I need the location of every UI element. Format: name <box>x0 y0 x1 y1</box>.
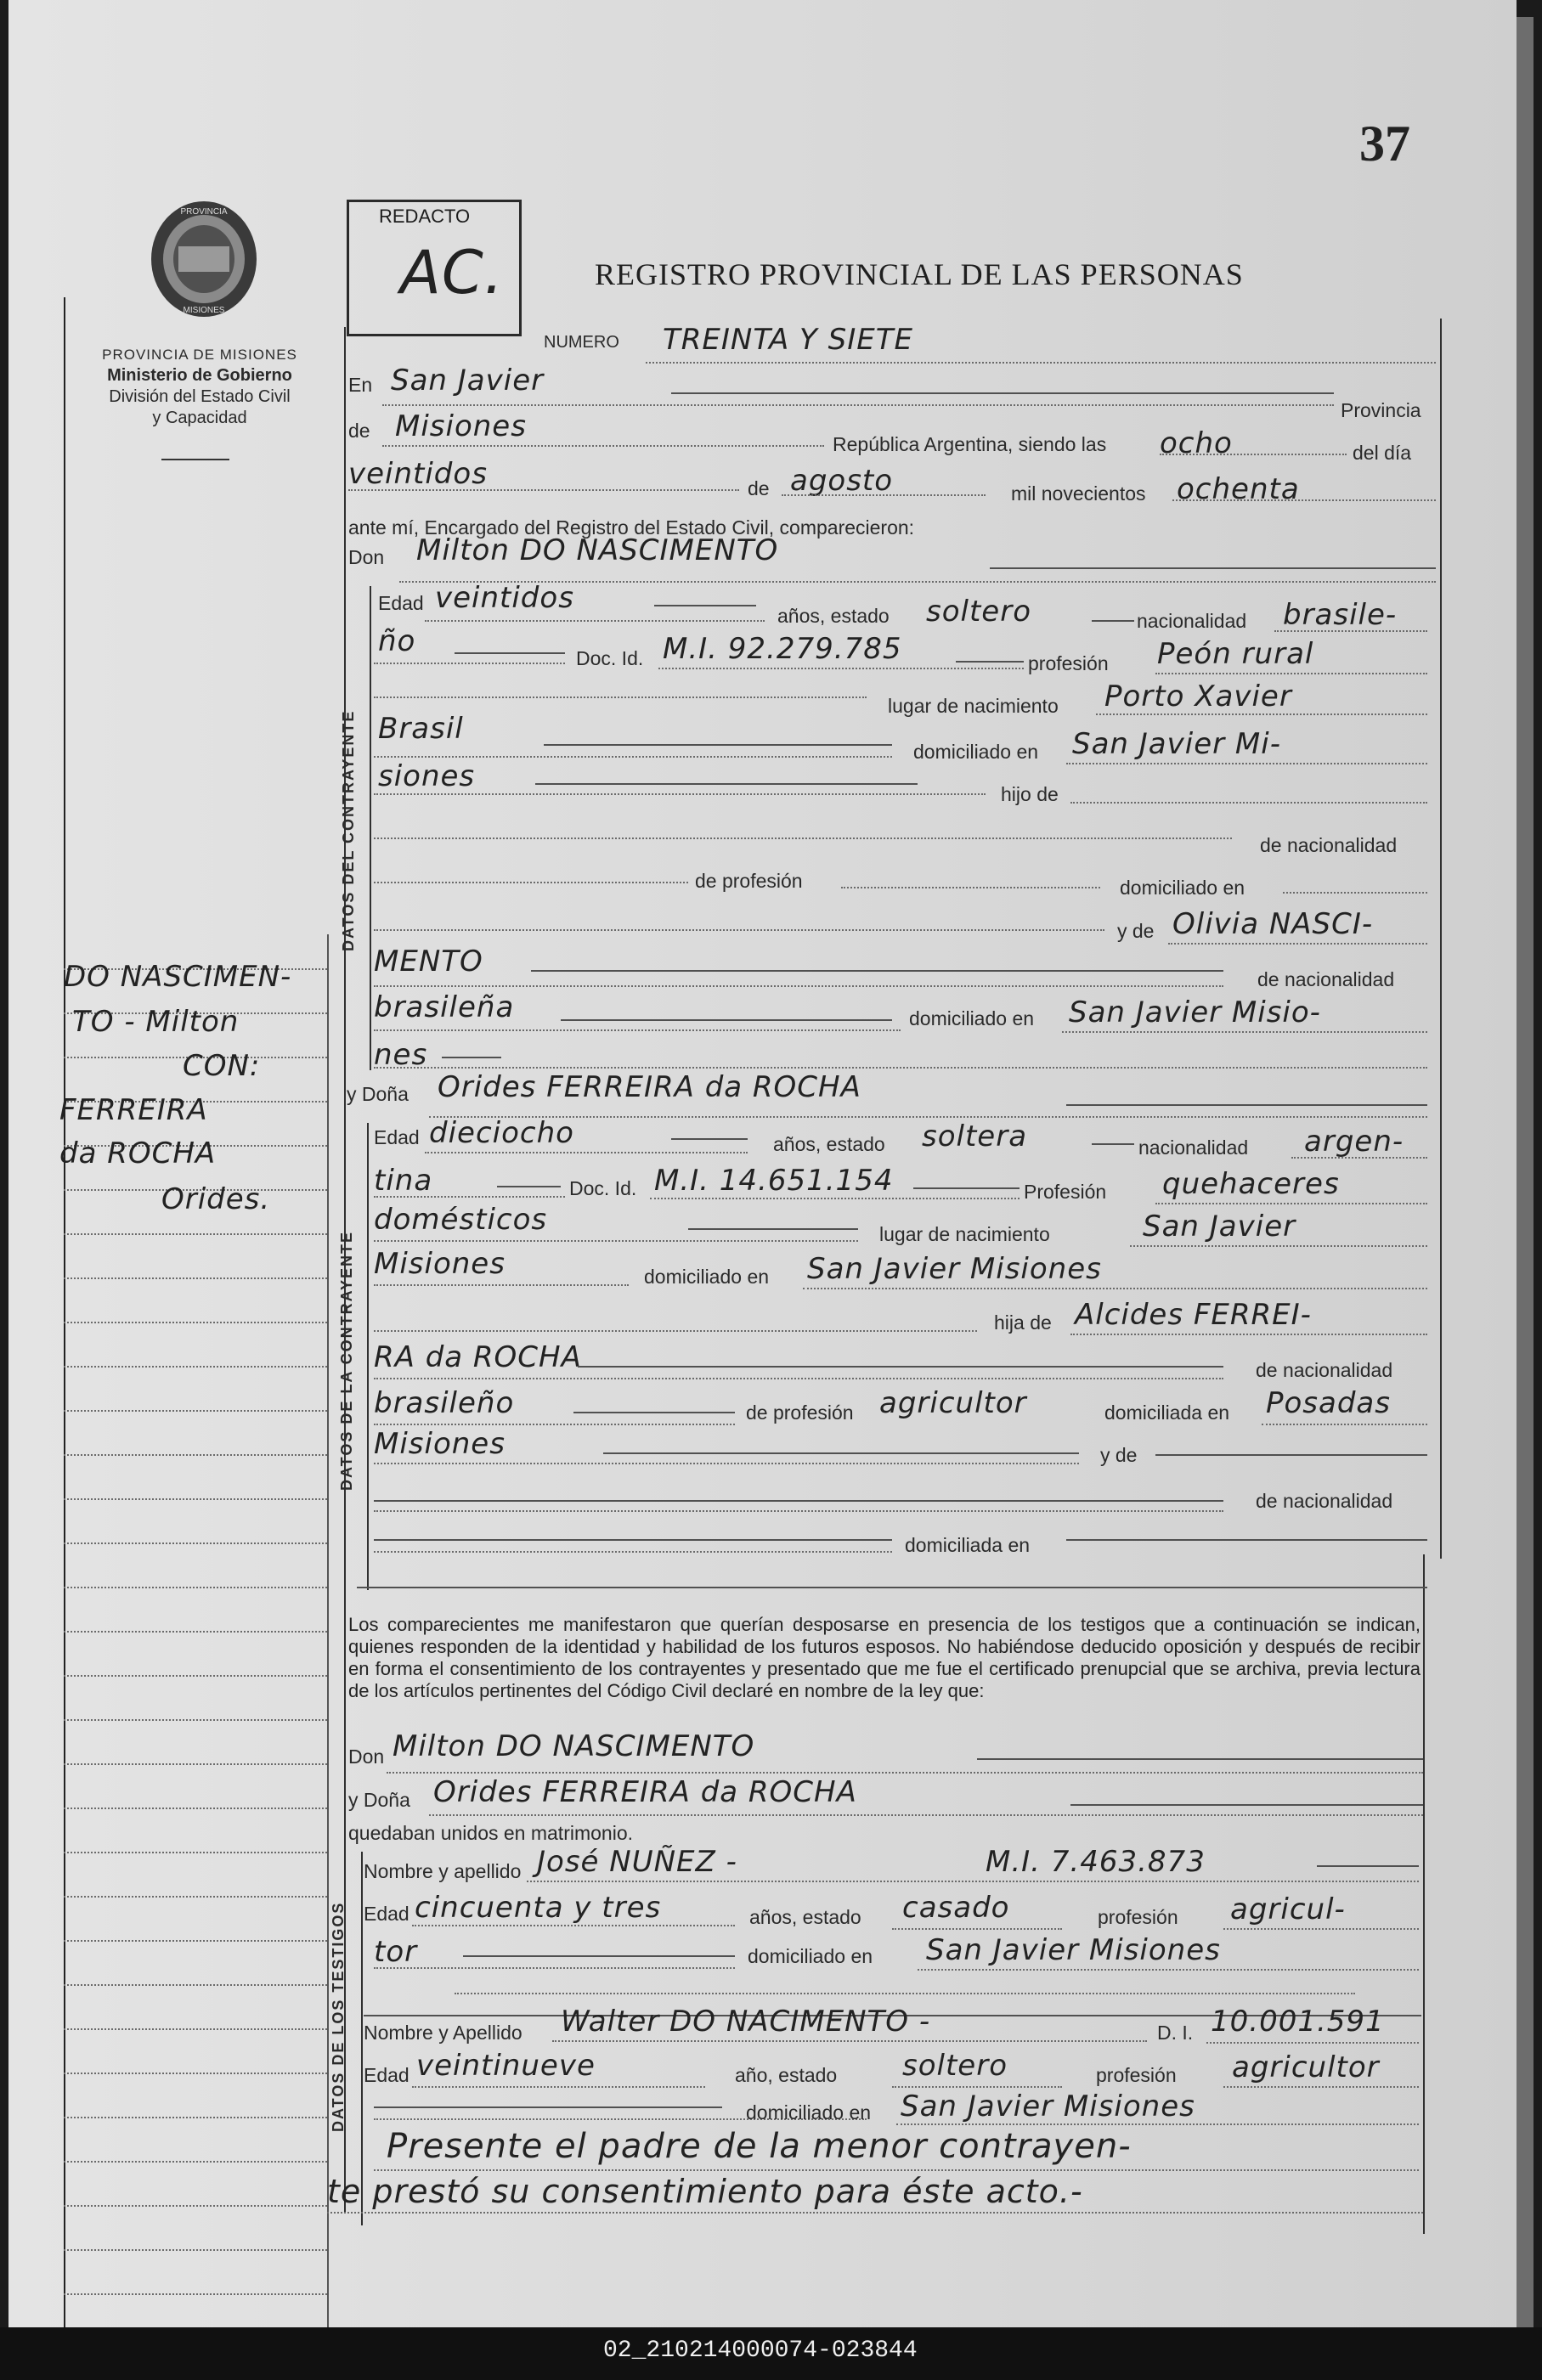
org-line-4: y Capacidad <box>152 409 247 427</box>
margin-rule <box>64 2028 327 2030</box>
section-label-contrayenta: DATOS DE LA CONTRAYENTE <box>338 1230 355 1491</box>
field-f-padre-1: Alcides FERREI- <box>1075 1298 1312 1332</box>
field-don: Milton DO NASCIMENTO <box>416 533 779 567</box>
field-dona: Orides FERREIRA da ROCHA <box>438 1070 861 1104</box>
label-en: En <box>348 374 373 396</box>
margin-rule <box>64 1763 327 1765</box>
label-edad: Edad <box>378 592 424 614</box>
field-f-padre-prof: agricultor <box>879 1386 1027 1420</box>
label-de-nacionalidad-3: de nacionalidad <box>1256 1359 1393 1381</box>
field-f-nac-1: argen- <box>1304 1125 1404 1159</box>
field-t1-edad: cincuenta y tres <box>415 1891 662 1925</box>
label-de-nacionalidad-2: de nacionalidad <box>1257 968 1395 990</box>
page-edge <box>1517 17 1534 2327</box>
margin-rule <box>64 1940 327 1942</box>
label-edad-2: Edad <box>374 1126 420 1148</box>
field-t2-estado: soltero <box>902 2049 1008 2083</box>
field-c-madre-dom-2: nes <box>374 1038 428 1072</box>
margin-note-line-4: FERREIRA <box>59 1093 208 1127</box>
label-doc-id-2: Doc. Id. <box>569 1177 637 1199</box>
field-numero: TREINTA Y SIETE <box>663 323 913 357</box>
field-t1-estado: casado <box>902 1891 1010 1925</box>
label-decl-dona: y Doña <box>348 1789 410 1811</box>
redacto-initials: AC. <box>400 238 505 307</box>
field-c-pais: Brasil <box>378 712 464 746</box>
label-profesion-2: Profesión <box>1024 1181 1107 1203</box>
field-t1-doc: M.I. 7.463.873 <box>986 1845 1206 1879</box>
label-lugar-nac-2: lugar de nacimiento <box>879 1223 1050 1245</box>
margin-rule <box>64 2293 327 2295</box>
label-t1-anos-estado: años, estado <box>749 1906 861 1928</box>
label-domiciliado-en: domiciliado en <box>913 741 1039 763</box>
label-doc-id: Doc. Id. <box>576 647 644 669</box>
field-t2-dom: San Javier Misiones <box>901 2090 1195 2123</box>
label-t2-edad: Edad <box>364 2064 410 2086</box>
field-decl-don: Milton DO NASCIMENTO <box>393 1729 755 1763</box>
field-f-padre-nac: brasileño <box>374 1386 515 1420</box>
field-f-prof-1: quehaceres <box>1162 1167 1340 1201</box>
label-de-mes: de <box>748 477 770 499</box>
label-anos-estado-2: años, estado <box>773 1133 885 1155</box>
field-c-nac-2: ño <box>378 624 416 658</box>
label-nacionalidad-2: nacionalidad <box>1138 1136 1249 1159</box>
field-f-padre-2: RA da ROCHA <box>374 1340 582 1374</box>
label-profesion: profesión <box>1028 652 1109 674</box>
field-c-madre-nac: brasileña <box>374 990 515 1024</box>
field-c-dom-2: siones <box>378 759 476 793</box>
field-f-padre-dom-1: Posadas <box>1266 1386 1391 1420</box>
label-y-de-2: y de <box>1100 1444 1138 1466</box>
label-de-nacionalidad-1: de nacionalidad <box>1260 834 1398 856</box>
label-del-dia: del día <box>1353 442 1412 464</box>
label-y-dona: y Doña <box>347 1083 409 1105</box>
section-label-testigos: DATOS DE LOS TESTIGOS <box>330 1901 347 2132</box>
label-domiciliado-en-4: domiciliado en <box>644 1266 770 1288</box>
label-domiciliada-en-2: domiciliada en <box>905 1534 1031 1556</box>
field-f-nac-2: tina <box>374 1164 433 1198</box>
field-t2-prof: agricultor <box>1232 2050 1380 2084</box>
margin-rule <box>64 2249 327 2251</box>
field-mes: agosto <box>790 464 894 498</box>
org-line-3: División del Estado Civil <box>109 387 291 406</box>
field-t1-prof-2: tor <box>374 1935 418 1969</box>
margin-rule <box>64 1896 327 1898</box>
label-de-profesion-1: de profesión <box>695 870 803 892</box>
legal-declaration: Los comparecientes me manifestaron que querían desposarse en presencia de los testigos que a continuación se indican, quienes responden de la identidad y habilidad de los futuros esposos. No habiéndose deducido oposición y después de recibir en forma el consentimiento de los contrayentes y presentado que me fue el certificado prenupcial que se archiva, previa lectura de los artículos pertinentes del Código Civil declaré en nombre de la ley que: <box>348 1614 1421 1701</box>
label-anos-estado: años, estado <box>777 605 890 627</box>
margin-rule <box>64 1808 327 1809</box>
field-t2-nombre: Walter DO NACIMENTO - <box>561 2005 931 2039</box>
label-t1-nombre: Nombre y apellido <box>364 1860 522 1882</box>
label-don: Don <box>348 546 385 568</box>
field-f-lugar-1: San Javier <box>1143 1210 1296 1244</box>
label-quedaban: quedaban unidos en matrimonio. <box>348 1822 634 1844</box>
margin-rule <box>64 1984 327 1986</box>
label-provincia: Provincia <box>1341 399 1421 421</box>
label-y-de: y de <box>1117 920 1155 942</box>
margin-rule <box>64 2073 327 2074</box>
label-domiciliado-en-3: domiciliado en <box>909 1007 1035 1029</box>
field-f-dom: San Javier Misiones <box>807 1252 1102 1286</box>
field-f-lugar-2: Misiones <box>374 1247 506 1281</box>
field-c-madre-2: MENTO <box>374 945 483 979</box>
margin-note-line-1: DO NASCIMEN- <box>64 960 292 994</box>
label-t2-profesion: profesión <box>1096 2064 1177 2086</box>
page-number: 37 <box>1359 116 1410 172</box>
field-anio: ochenta <box>1177 472 1300 506</box>
label-lugar-nac: lugar de nacimiento <box>888 695 1059 717</box>
note-line-2: te prestó su consentimiento para éste acto.- <box>327 2173 1083 2210</box>
margin-note-line-6: Orides. <box>161 1182 271 1216</box>
label-t1-profesion: profesión <box>1098 1906 1178 1928</box>
label-decl-don: Don <box>348 1746 385 1768</box>
field-c-edad: veintidos <box>435 581 574 615</box>
margin-rule <box>64 2161 327 2163</box>
label-de-nacionalidad-4: de nacionalidad <box>1256 1490 1393 1512</box>
margin-rule <box>64 2117 327 2118</box>
label-mil-novecientos: mil novecientos <box>1011 482 1146 505</box>
label-t2-domiciliado-en: domiciliado en <box>746 2101 872 2123</box>
field-c-nac-1: brasile- <box>1283 598 1398 632</box>
margin-rule <box>64 1675 327 1677</box>
field-t1-nombre: José NUÑEZ - <box>537 1845 737 1879</box>
margin-rule <box>64 1719 327 1721</box>
label-t1-edad: Edad <box>364 1903 410 1925</box>
field-f-edad: dieciocho <box>429 1116 574 1150</box>
label-hijo-de: hijo de <box>1001 783 1059 805</box>
field-en: San Javier <box>391 364 545 398</box>
org-line-2: Ministerio de Gobierno <box>107 366 292 385</box>
field-c-doc: M.I. 92.279.785 <box>663 632 902 666</box>
margin-rule <box>64 1587 327 1588</box>
section-label-contrayente: DATOS DEL CONTRAYENTE <box>340 709 357 951</box>
field-f-estado: soltera <box>922 1120 1028 1153</box>
margin-rule <box>64 1233 327 1235</box>
field-hora: ocho <box>1160 426 1233 460</box>
field-t2-edad: veintinueve <box>416 2049 596 2083</box>
label-t2-ano-estado: año, estado <box>735 2064 838 2086</box>
field-c-estado: soltero <box>926 595 1031 629</box>
margin-rule <box>64 2205 327 2207</box>
org-block <box>68 344 331 429</box>
label-domiciliada-en: domiciliada en <box>1104 1401 1230 1424</box>
field-f-prof-2: domésticos <box>374 1203 548 1237</box>
field-t1-dom: San Javier Misiones <box>926 1933 1221 1967</box>
redacto-box <box>347 200 522 336</box>
field-dia: veintidos <box>348 457 488 491</box>
field-c-madre-1: Olivia NASCI- <box>1172 907 1374 941</box>
field-c-dom-1: San Javier Mi- <box>1072 727 1281 761</box>
margin-rule <box>64 1852 327 1853</box>
label-numero: NUMERO <box>544 333 619 352</box>
margin-rule <box>64 1631 327 1633</box>
field-t1-prof-1: agricul- <box>1230 1892 1346 1926</box>
field-t2-doc: 10.001.591 <box>1211 2005 1385 2039</box>
field-decl-dona: Orides FERREIRA da ROCHA <box>433 1775 857 1809</box>
margin-rule <box>64 1542 327 1544</box>
field-c-lugar: Porto Xavier <box>1104 680 1292 713</box>
svg-text:MISIONES: MISIONES <box>183 306 225 315</box>
margin-rule <box>64 1322 327 1323</box>
field-c-prof: Peón rural <box>1157 637 1314 671</box>
label-de-profesion-2: de profesión <box>746 1401 854 1424</box>
field-c-madre-dom-1: San Javier Misio- <box>1069 995 1321 1029</box>
field-de: Misiones <box>395 409 527 443</box>
label-republica: República Argentina, siendo las <box>833 433 1107 455</box>
redacto-label: REDACTO <box>379 206 471 227</box>
label-t2-nombre: Nombre y Apellido <box>364 2022 522 2044</box>
margin-note-line-2: TO - Milton <box>72 1005 240 1039</box>
org-line-1: PROVINCIA DE MISIONES <box>102 347 297 363</box>
margin-rule <box>64 1277 327 1279</box>
note-line-1: Presente el padre de la menor contrayen- <box>387 2127 1132 2166</box>
document-title: REGISTRO PROVINCIAL DE LAS PERSONAS <box>595 257 1244 291</box>
label-t2-di: D. I. <box>1157 2022 1194 2044</box>
margin-note-line-3: CON: <box>183 1049 261 1083</box>
label-nacionalidad: nacionalidad <box>1137 610 1247 632</box>
label-hija-de: hija de <box>994 1311 1052 1334</box>
label-de: de <box>348 420 370 442</box>
margin-rule <box>64 1366 327 1368</box>
margin-rule <box>64 1410 327 1412</box>
label-ante-mi: ante mí, Encargado del Registro del Estado Civil, comparecieron: <box>348 516 915 539</box>
margin-note-line-5: da ROCHA <box>59 1136 217 1170</box>
field-f-padre-dom-2: Misiones <box>374 1427 506 1461</box>
label-domiciliado-en-2: domiciliado en <box>1120 877 1245 899</box>
field-f-doc: M.I. 14.651.154 <box>654 1164 894 1198</box>
svg-text:PROVINCIA: PROVINCIA <box>180 207 228 217</box>
province-seal-icon <box>144 195 263 323</box>
footer-id: 02_210214000074-023844 <box>603 2338 918 2364</box>
label-t1-domiciliado-en: domiciliado en <box>748 1945 873 1967</box>
margin-rule <box>64 1454 327 1456</box>
margin-rule <box>64 1498 327 1500</box>
